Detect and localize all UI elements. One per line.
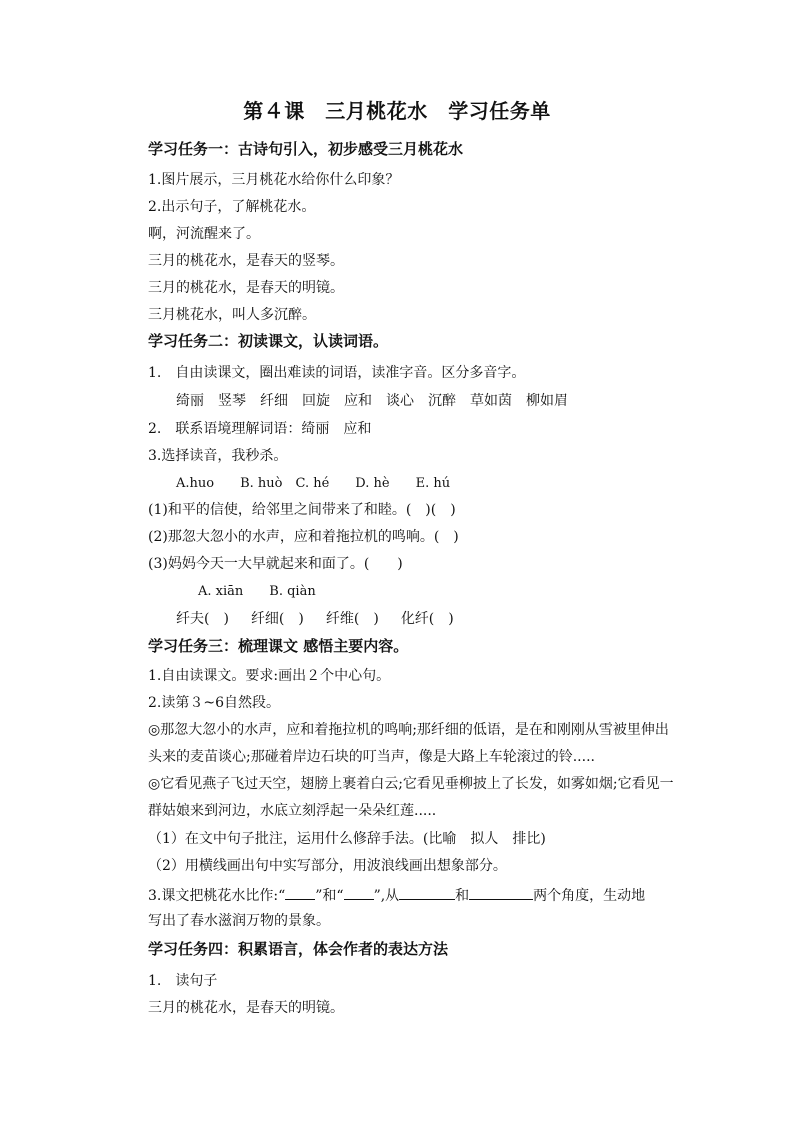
task2-item-2: 2. 联系语境理解词语：绮丽 应和 (148, 421, 372, 437)
task2-heading: 学习任务二：初读课文，认读词语。 (148, 332, 389, 350)
fill-item: 纤夫( ) (176, 611, 229, 627)
answer-blank[interactable] (399, 885, 455, 900)
fill-item: 纤维( ) (325, 611, 379, 627)
word: 应和 (344, 393, 372, 409)
task2-options-1: A.huo B. huò C. hé D. hè E. hú (176, 476, 451, 491)
task3-item-3-line-2: 写出了春水滋润万物的景象。 (148, 913, 330, 929)
task2-word-list (176, 392, 582, 410)
word: 回旋 (302, 393, 330, 409)
task4-heading: 学习任务四：积累语言，体会作者的表达方法 (148, 940, 449, 958)
task3-item-1: 1.自由读课文。要求:画出２个中心句。 (148, 668, 391, 684)
task2-question-2: (2)那忽大忽小的水声，应和着拖拉机的鸣响。( ) (148, 529, 459, 545)
answer-blank[interactable] (344, 885, 374, 900)
task3-passage-2-line-1: ◎它看见燕子飞过天空，翅膀上裹着白云;它看见垂柳披上了长发，如雾如烟;它看见一 (148, 776, 674, 792)
task1-heading: 学习任务一：古诗句引入，初步感受三月桃花水 (148, 140, 464, 158)
answer-blank[interactable] (285, 885, 315, 900)
item3-text-b: ”和“ (315, 888, 344, 904)
page-title: 第４课 三月桃花水 学习任务单 (243, 99, 551, 123)
answer-blank[interactable] (469, 885, 533, 900)
task1-sentence-1: 啊，河流醒来了。 (148, 226, 260, 242)
item3-text-a: 3.课文把桃花水比作:“ (148, 888, 286, 904)
task1-sentence-3: 三月的桃花水，是春天的明镜。 (148, 280, 344, 296)
task4-item-1: 1. 读句子 (148, 973, 218, 989)
item3-text-e: 两个角度，生动地 (533, 888, 646, 904)
task3-passage-1-line-1: ◎那忽大忽小的水声，应和着拖拉机的鸣响;那纤细的低语，是在和刚刚从雪被里伸出 (148, 722, 669, 738)
word: 柳如眉 (526, 393, 568, 409)
fill-item: 纤细( ) (250, 611, 304, 627)
task3-sub-question-2: （2）用横线画出句中实写部分，用波浪线画出想象部分。 (148, 858, 507, 874)
task3-passage-1-line-2: 头来的麦苗谈心;那碰着岸边石块的叮当声，像是大路上车轮滚过的铃..... (148, 749, 595, 765)
task3-sub-question-1: （1）在文中句子批注，运用什么修辞手法。(比喻 拟人 排比) (148, 831, 546, 847)
task3-item-3-line-1 (148, 885, 645, 905)
task2-item-1: 1. 自由读课文，圈出难读的词语，读准字音。区分多音字。 (148, 365, 526, 381)
task4-sentence: 三月的桃花水，是春天的明镜。 (148, 1000, 344, 1016)
word: 竖琴 (218, 393, 246, 409)
task3-passage-2-line-2: 群姑娘来到河边，水底立刻浮起一朵朵红莲..... (148, 803, 437, 819)
word: 纤细 (260, 393, 288, 409)
task1-sentence-2: 三月的桃花水，是春天的竖琴。 (148, 253, 344, 269)
task2-fill-list (176, 610, 468, 628)
task1-item-2: 2.出示句子，了解桃花水。 (148, 199, 316, 215)
item3-text-d: 和 (455, 888, 470, 904)
task1-item-1: 1.图片展示，三月桃花水给你什么印象？ (148, 172, 400, 188)
fill-item: 化纤( ) (400, 611, 454, 627)
task3-heading: 学习任务三：梳理课文 感悟主要内容。 (148, 637, 409, 655)
word: 绮丽 (176, 393, 204, 409)
word: 草如茵 (470, 393, 512, 409)
task3-item-2: 2.读第３~6自然段。 (148, 695, 280, 711)
word: 沉醉 (428, 393, 456, 409)
task2-options-2: A. xiān B. qiàn (198, 584, 316, 599)
task1-sentence-4: 三月桃花水，叫人多沉醉。 (148, 307, 316, 323)
item3-text-c: ”,从 (373, 888, 400, 904)
word: 谈心 (386, 393, 414, 409)
task2-question-1: (1)和平的信使，给邻里之间带来了和睦。( )( ) (148, 502, 456, 518)
task2-item-3: 3.选择读音，我秒杀。 (148, 448, 288, 464)
task2-question-3: (3)妈妈今天一大早就起来和面了。( ) (148, 556, 403, 572)
